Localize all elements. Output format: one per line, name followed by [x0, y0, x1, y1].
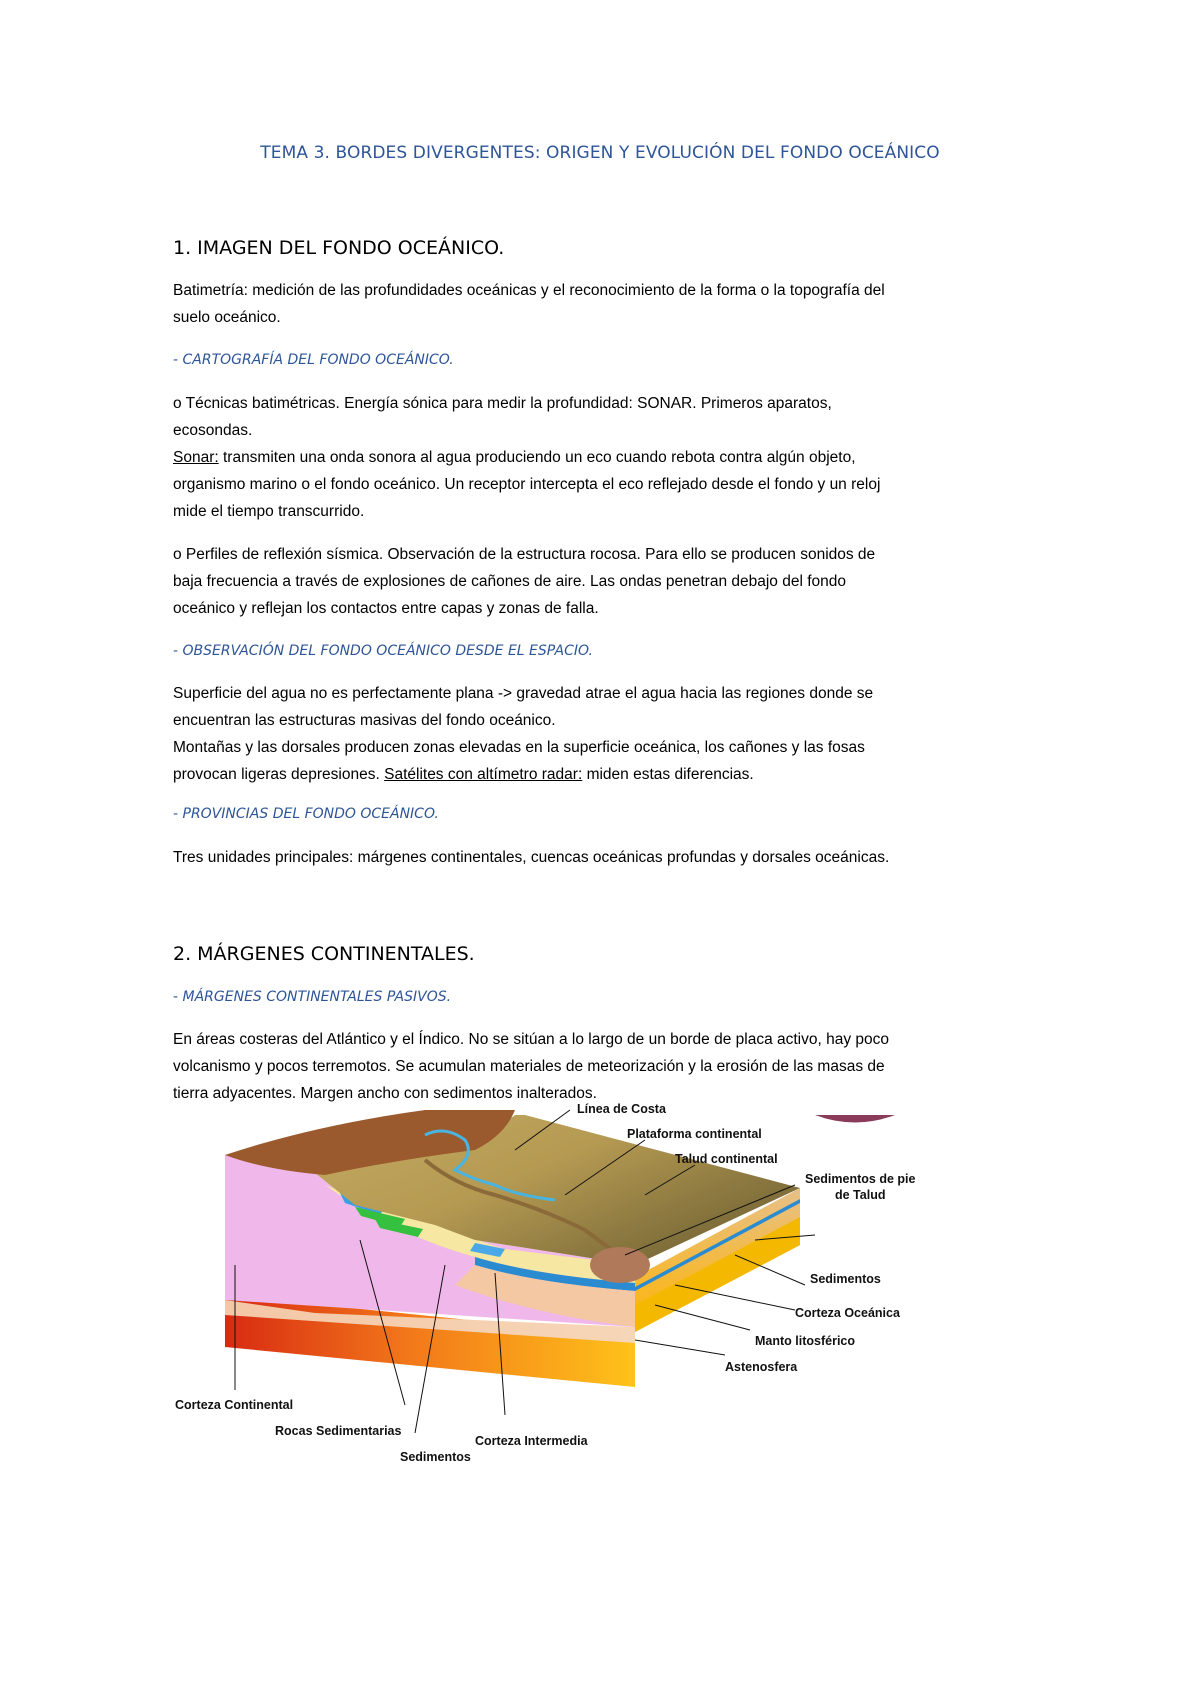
perfiles-paragraph: [173, 541, 1033, 622]
text-line: Montañas y las dorsales producen zonas elevadas en la superficie oceánica, los cañones y las fosas: [173, 739, 865, 756]
subheading-provincias: - PROVINCIAS DEL FONDO OCEÁNICO.: [173, 806, 439, 822]
label-astenosfera: Astenosfera: [725, 1360, 798, 1374]
satelites-term: Satélites con altímetro radar:: [384, 766, 583, 783]
label-corteza-intermedia: Corteza Intermedia: [475, 1434, 588, 1448]
areas-paragraph: [173, 1026, 1033, 1107]
subheading-cartografia: - CARTOGRAFÍA DEL FONDO OCEÁNICO.: [173, 352, 454, 368]
tecnicas-paragraph: [173, 390, 1033, 525]
text-line: mide el tiempo transcurrido.: [173, 503, 365, 520]
section-2-heading: 2. MÁRGENES CONTINENTALES.: [173, 943, 475, 965]
decorative-fragment: [815, 1115, 895, 1123]
section-1-heading: 1. IMAGEN DEL FONDO OCEÁNICO.: [173, 237, 505, 259]
talud-fan: [590, 1247, 650, 1283]
subheading-espacio: - OBSERVACIÓN DEL FONDO OCEÁNICO DESDE EL ESPACIO.: [173, 643, 593, 659]
text-line: ecosondas.: [173, 422, 253, 439]
text-line: Batimetría: medición de las profundidades oceánicas y el reconocimiento de la forma o la topografía del: [173, 282, 885, 299]
text-line: o Perfiles de reflexión sísmica. Observación de la estructura rocosa. Para ello se producen sonidos de: [173, 546, 876, 563]
text-line: oceánico y reflejan los contactos entre capas y zonas de falla.: [173, 600, 599, 617]
label-corteza-oceanica: Corteza Oceánica: [795, 1306, 900, 1320]
label-manto: Manto litosférico: [755, 1334, 856, 1348]
text-line: tierra adyacentes. Margen ancho con sedimentos inalterados.: [173, 1085, 597, 1102]
text-line: organismo marino o el fondo oceánico. Un receptor intercepta el eco reflejado desde el fondo y un reloj: [173, 476, 881, 493]
label-talud: Talud continental: [675, 1152, 778, 1166]
label-rocas-sed: Rocas Sedimentarias: [275, 1424, 402, 1438]
text-line: volcanismo y pocos terremotos. Se acumulan materiales de meteorización y la erosión de las masas de: [173, 1058, 885, 1075]
text-line: Sonar: transmiten una onda sonora al agua produciendo un eco cuando rebota contra algún objeto,: [173, 449, 856, 466]
text-line: baja frecuencia a través de explosiones de cañones de aire. Las ondas penetran debajo del fondo: [173, 573, 847, 590]
label-linea-costa: Línea de Costa: [577, 1102, 666, 1116]
tres-unidades-paragraph: [173, 844, 1033, 871]
text-line: Superficie del agua no es perfectamente plana -> gravedad atrae el agua hacia las regiones donde se: [173, 685, 874, 702]
sonar-term: Sonar:: [173, 449, 219, 466]
label-sedimentos-right: Sedimentos: [810, 1272, 881, 1286]
batimetria-paragraph: [173, 277, 1033, 331]
document-title: TEMA 3. BORDES DIVERGENTES: ORIGEN Y EVOLUCIÓN DEL FONDO OCEÁNICO: [260, 143, 940, 163]
text-line: En áreas costeras del Atlántico y el Índico. No se sitúan a lo largo de un borde de placa activo, hay poco: [173, 1031, 890, 1048]
label-corteza-continental: Corteza Continental: [175, 1398, 294, 1412]
passive-margin-diagram: [175, 1102, 1010, 1510]
label-sed-pie-1: Sedimentos de pie: [805, 1172, 916, 1186]
label-plataforma: Plataforma continental: [627, 1127, 762, 1141]
text-line: suelo oceánico.: [173, 309, 281, 326]
label-sedimentos-bottom: Sedimentos: [400, 1450, 471, 1464]
subheading-pasivos: - MÁRGENES CONTINENTALES PASIVOS.: [173, 989, 452, 1005]
text-line: o Técnicas batimétricas. Energía sónica para medir la profundidad: SONAR. Primeros aparatos,: [173, 395, 832, 412]
label-sed-pie-2: de Talud: [835, 1188, 886, 1202]
superficie-paragraph: [173, 680, 1033, 788]
text-line: provocan ligeras depresiones. Satélites con altímetro radar: miden estas diferencias.: [173, 766, 754, 783]
text-line: encuentran las estructuras masivas del fondo oceánico.: [173, 712, 556, 729]
text-line: Tres unidades principales: márgenes continentales, cuencas oceánicas profundas y dorsales oceánicas.: [173, 849, 890, 866]
